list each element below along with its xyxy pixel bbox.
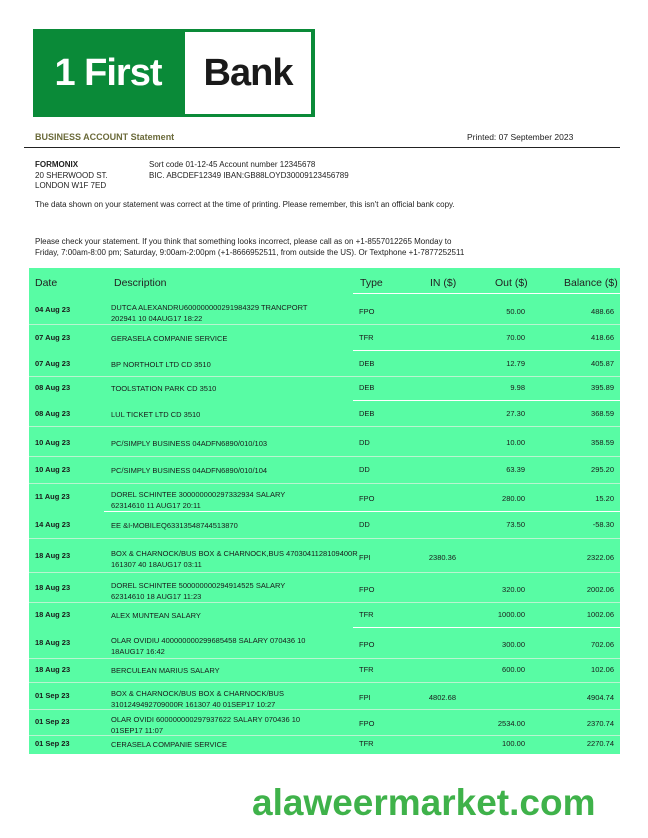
- statement-title: BUSINESS ACCOUNT Statement: [35, 132, 175, 142]
- cell-type: DEB: [359, 409, 375, 418]
- cell-description: [111, 333, 361, 344]
- cell-description: [111, 465, 361, 476]
- table-row: [29, 709, 620, 735]
- row-divider: [29, 572, 620, 573]
- cell-date: 01 Sep 23: [35, 717, 70, 726]
- cell-date: 10 Aug 23: [35, 465, 71, 474]
- cell-balance: 368.59: [591, 409, 614, 418]
- row-divider: [29, 426, 620, 427]
- description-line-2: 202941 10 04AUG17 18:22: [111, 314, 203, 323]
- cell-balance: 418.66: [591, 333, 614, 342]
- table-row: [29, 483, 620, 511]
- customer-address: [35, 160, 108, 192]
- cell-type: DD: [359, 465, 370, 474]
- table-row: [29, 430, 620, 456]
- description-line-2: 161307 40 18AUG17 03:11: [111, 560, 202, 569]
- cell-date: 18 Aug 23: [35, 551, 71, 560]
- cell-out: 27.30: [506, 409, 525, 418]
- table-row: [29, 735, 620, 753]
- table-row: [29, 683, 620, 709]
- cell-balance: 2370.74: [586, 719, 614, 728]
- cell-description: [111, 688, 361, 710]
- cell-balance: 2002.06: [586, 585, 614, 594]
- cell-date: 07 Aug 23: [35, 359, 71, 368]
- cell-balance: 395.89: [591, 383, 614, 392]
- description-line-1: DOREL SCHINTEE 500000000294914525 SALARY: [111, 581, 286, 590]
- cell-out: 320.00: [502, 585, 525, 594]
- table-row: [29, 658, 620, 682]
- cell-type: FPO: [359, 640, 375, 649]
- header-balance: Balance ($): [564, 277, 618, 289]
- cell-type: FPI: [359, 693, 371, 702]
- address-line-1: 20 SHERWOOD ST.: [35, 170, 108, 180]
- header-description: Description: [114, 277, 167, 289]
- cell-balance: 405.87: [591, 359, 614, 368]
- cell-description: [111, 665, 361, 676]
- cell-date: 08 Aug 23: [35, 409, 71, 418]
- cell-balance: 488.66: [591, 307, 614, 316]
- table-row: [29, 376, 620, 400]
- logo-bank: Bank: [185, 32, 311, 114]
- cell-description: [111, 383, 361, 394]
- customer-name: FORMONIX: [35, 160, 79, 169]
- description-line-1: CERASELA COMPANIE SERVICE: [111, 740, 228, 749]
- description-line-2: 3101249492709000R 161307 40 01SEP17 10:27: [111, 700, 276, 709]
- description-line-1: ALEX MUNTEAN SALARY: [111, 611, 201, 620]
- cell-balance: 2322.06: [586, 553, 614, 562]
- cell-out: 600.00: [502, 665, 525, 674]
- table-row: [29, 603, 620, 627]
- table-row: [29, 574, 620, 602]
- printed-date: Printed: 07 September 2023: [467, 132, 574, 142]
- description-line-1: GERASELA COMPANIE SERVICE: [111, 334, 228, 343]
- description-line-1: BOX & CHARNOCK/BUS BOX & CHARNOCK/BUS: [111, 689, 284, 698]
- description-line-2: 18AUG17 16:42: [111, 647, 165, 656]
- cell-description: [111, 438, 361, 449]
- header-type: Type: [360, 277, 383, 289]
- cell-date: 01 Sep 23: [35, 691, 70, 700]
- cell-type: TFR: [359, 333, 374, 342]
- description-line-1: OLAR OVIDI 600000000297937622 SALARY 070436 10: [111, 715, 301, 724]
- table-row: [29, 326, 620, 350]
- cell-out: 100.00: [502, 739, 525, 748]
- cell-date: 14 Aug 23: [35, 520, 71, 529]
- header-date: Date: [35, 277, 58, 289]
- description-line-1: LUL TICKET LTD CD 3510: [111, 410, 201, 419]
- table-row: [29, 352, 620, 376]
- cell-balance: 1002.06: [586, 610, 614, 619]
- bank-logo: [33, 29, 315, 117]
- cell-type: FPO: [359, 494, 375, 503]
- cell-balance: 2270.74: [586, 739, 614, 748]
- cell-out: 73.50: [506, 520, 525, 529]
- header-divider: [24, 147, 620, 148]
- cell-description: [111, 548, 361, 570]
- description-line-1: BERCULEAN MARIUS SALARY: [111, 666, 220, 675]
- cell-in: 4802.68: [428, 693, 456, 702]
- cell-out: 2534.00: [497, 719, 525, 728]
- cell-type: TFR: [359, 665, 374, 674]
- cell-out: 12.79: [506, 359, 525, 368]
- cell-date: 18 Aug 23: [35, 638, 71, 647]
- table-row: [29, 402, 620, 426]
- header-out: Out ($): [495, 277, 528, 289]
- cell-description: [111, 635, 361, 657]
- cell-type: FPO: [359, 585, 375, 594]
- cell-description: [111, 580, 361, 602]
- account-details: [149, 160, 349, 181]
- cell-balance: 702.06: [591, 640, 614, 649]
- row-divider: [353, 350, 620, 351]
- description-line-1: BP NORTHOLT LTD CD 3510: [111, 360, 211, 369]
- watermark: alaweermarket.com: [252, 782, 596, 823]
- cell-description: [111, 739, 361, 750]
- cell-description: [111, 359, 361, 370]
- cell-in: 2380.36: [428, 553, 456, 562]
- logo-first: 1 First: [54, 52, 162, 94]
- cell-balance: 295.20: [591, 465, 614, 474]
- header-in: IN ($): [430, 277, 457, 289]
- row-divider: [29, 538, 620, 539]
- description-line-1: DOREL SCHINTEE 300000000297332934 SALARY: [111, 490, 286, 499]
- cell-type: TFR: [359, 610, 374, 619]
- cell-out: 70.00: [506, 333, 525, 342]
- cell-type: DEB: [359, 359, 375, 368]
- table-row: [29, 457, 620, 483]
- description-line-2: 62314610 11 AUG17 20:11: [111, 501, 201, 510]
- cell-balance: 15.20: [595, 494, 614, 503]
- table-row: [29, 628, 620, 658]
- row-divider: [353, 400, 620, 401]
- table-row: [29, 540, 620, 572]
- cell-out: 280.00: [502, 494, 525, 503]
- cell-type: FPO: [359, 719, 375, 728]
- description-line-1: EE &I-MOBILEQ63313548744513870: [111, 521, 238, 530]
- contact-note: Please check your statement. If you think that something looks incorrect, please call as on +1-8557012265 Monday to Friday, 7:00am-8:00 pm; Saturday, 9:00am-2:00pm (+1-8666952511, from outside the US). Or Textphone +1-7877252511: [35, 237, 465, 257]
- description-line-1: PC/SIMPLY BUSINESS 04ADFN6890/010/104: [111, 466, 268, 475]
- accuracy-note: The data shown on your statement was correct at the time of printing. Please remember, this isn't an official bank copy.: [35, 200, 455, 209]
- cell-date: 10 Aug 23: [35, 438, 71, 447]
- cell-description: [111, 714, 361, 736]
- cell-date: 07 Aug 23: [35, 333, 71, 342]
- description-line-1: PC/SIMPLY BUSINESS 04ADFN6890/010/103: [111, 439, 268, 448]
- cell-out: 1000.00: [497, 610, 525, 619]
- cell-out: 300.00: [502, 640, 525, 649]
- bic-iban: BIC. ABCDEF12349 IBAN:GB88LOYD30009123456789: [149, 170, 349, 180]
- description-line-1: BOX & CHARNOCK/BUS BOX & CHARNOCK,BUS 4703041128109400R: [111, 549, 358, 558]
- description-line-1: DUTCA ALEXANDRU600000000291984329 TRANCPORT: [111, 303, 308, 312]
- cell-description: [111, 489, 361, 511]
- cell-type: FPO: [359, 307, 375, 316]
- cell-date: 04 Aug 23: [35, 305, 71, 314]
- cell-date: 18 Aug 23: [35, 583, 71, 592]
- cell-out: 10.00: [506, 438, 525, 447]
- cell-date: 11 Aug 23: [35, 492, 70, 501]
- cell-type: TFR: [359, 739, 374, 748]
- cell-description: [111, 610, 361, 621]
- cell-date: 18 Aug 23: [35, 665, 71, 674]
- description-line-2: 01SEP17 11:07: [111, 726, 163, 735]
- header-divider-line: [353, 293, 620, 294]
- cell-date: 01 Sep 23: [35, 739, 70, 748]
- cell-balance: -58.30: [592, 520, 614, 529]
- cell-description: [111, 409, 361, 420]
- description-line-1: TOOLSTATION PARK CD 3510: [111, 384, 217, 393]
- cell-date: 18 Aug 23: [35, 610, 71, 619]
- sort-code-account: Sort code 01-12-45 Account number 12345678: [149, 160, 316, 169]
- description-line-1: OLAR OVIDIU 400000000299685458 SALARY 070436 10: [111, 636, 306, 645]
- cell-type: FPI: [359, 553, 371, 562]
- cell-type: DD: [359, 520, 370, 529]
- cell-date: 08 Aug 23: [35, 383, 71, 392]
- cell-type: DD: [359, 438, 370, 447]
- description-line-2: 62314610 18 AUG17 11:23: [111, 592, 202, 601]
- address-line-2: LONDON W1F 7ED: [35, 181, 107, 190]
- cell-out: 63.39: [506, 465, 525, 474]
- cell-balance: 358.59: [591, 438, 614, 447]
- cell-out: 50.00: [506, 307, 525, 316]
- table-row: [29, 512, 620, 538]
- table-row: [29, 296, 620, 324]
- cell-balance: 102.06: [591, 665, 614, 674]
- cell-description: [111, 520, 361, 531]
- cell-balance: 4904.74: [586, 693, 614, 702]
- cell-type: DEB: [359, 383, 375, 392]
- cell-out: 9.98: [510, 383, 525, 392]
- row-divider: [29, 324, 620, 325]
- cell-description: [111, 302, 361, 324]
